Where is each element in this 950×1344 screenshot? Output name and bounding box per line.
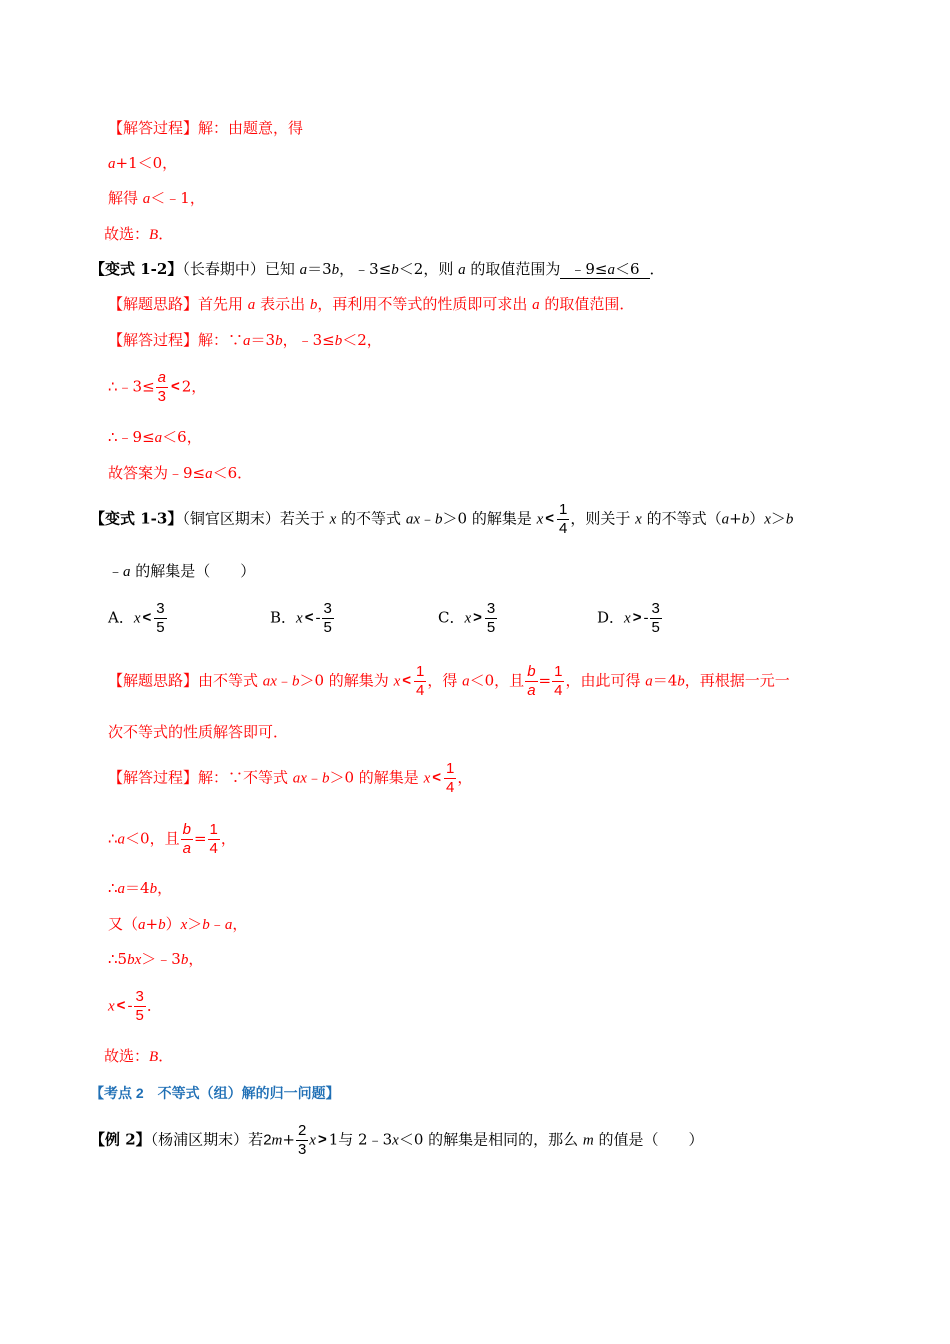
fraction-b-over-a: $\frac{b}{a}$: [527, 663, 536, 699]
solution-process: 【解答过程】解：∵不等式 ax﹣b＞0 的解集是 x < $\frac{1}{4}$ ，: [108, 760, 473, 796]
step-4: ∴5bx＞﹣3b，: [108, 950, 204, 968]
variant-tag: 【变式 1-3】: [90, 509, 183, 528]
solution-idea: 【解题思路】首先用 a 表示出 b，再利用不等式的性质即可求出 a 的取值范围．: [108, 295, 635, 313]
fraction-one-quarter: $\frac{1}{4}$: [416, 663, 425, 699]
option-d[interactable]: D．x > - $\frac{3}{5}$: [597, 600, 660, 636]
fraction: $\frac{3}{5}$: [651, 600, 660, 636]
process-tag: 【解答过程】: [108, 119, 199, 137]
process-line-2: a+1＜0，: [108, 154, 178, 172]
solution-idea: 【解题思路】由不等式 ax﹣b＞0 的解集为 x < $\frac{1}{4}$ ，得 a＜0，且 $\frac{b}{a}$ = $\frac{1}{4}$ ，由此可得 a＝4b，再根据一元一: [108, 663, 790, 699]
step-fraction: ∴﹣3≤ $\frac{a}{3}$ < 2，: [108, 369, 207, 405]
option-c[interactable]: C．x > $\frac{3}{5}$: [438, 600, 496, 636]
fraction-a-over-3: $\frac{a}{3}$: [157, 369, 166, 405]
fraction-two-thirds: $\frac{2}{3}$: [297, 1122, 307, 1158]
step-range: ∴﹣9≤a＜6，: [108, 428, 202, 446]
example-tag: 【例 2】: [90, 1130, 151, 1149]
variant-1-2-question: 【变式 1-2】（长春期中）已知 a＝3b，﹣3≤b＜2，则 a 的取值范围为 ﹣9≤a＜6 ．: [90, 260, 665, 278]
fraction: $\frac{3}{5}$: [486, 600, 496, 636]
fraction-one-quarter: $\frac{1}{4}$: [209, 821, 218, 857]
fraction-one-quarter: $\frac{1}{4}$: [554, 663, 563, 699]
variant-tag: 【变式 1-2】: [90, 260, 183, 278]
variant-1-3-question: 【变式 1-3】（铜官区期末）若关于 x 的不等式 ax﹣b＞0 的解集是 x < $\frac{1}{4}$ ，则关于 x 的不等式（a+b）x＞b: [90, 501, 794, 537]
fraction: $\frac{3}{5}$: [156, 600, 165, 636]
answer-line: 故选：B．: [104, 225, 174, 243]
example-2-question: 【例 2】（杨浦区期末）若2m+ $\frac{2}{3}$ x > 1与 2﹣3x＜0 的解集是相同的，那么 m 的值是（ ）: [90, 1122, 704, 1158]
fraction-one-quarter: $\frac{1}{4}$: [446, 760, 455, 796]
fraction: $\frac{3}{5}$: [323, 600, 332, 636]
section-heading: 【考点 2 不等式（组）解的归一问题】: [90, 1085, 340, 1101]
option-a[interactable]: A．x < $\frac{3}{5}$: [108, 600, 165, 636]
step-2: ∴a＝4b，: [108, 879, 173, 897]
step-1: ∴a＜0，且 $\frac{b}{a}$ = $\frac{1}{4}$ ，: [108, 821, 236, 857]
option-b[interactable]: B．x < - $\frac{3}{5}$: [270, 600, 332, 636]
fraction-three-fifths: $\frac{3}{5}$: [135, 988, 144, 1024]
step-3: 又（a+b）x＞b﹣a，: [108, 915, 248, 933]
process-line-1: 【解答过程】解：由题意，得: [108, 119, 304, 137]
fraction-one-quarter: $\frac{1}{4}$: [559, 501, 568, 537]
fraction-b-over-a: $\frac{b}{a}$: [182, 821, 191, 857]
answer-blank: ﹣9≤a＜6: [560, 262, 649, 279]
solution-idea-cont: 次不等式的性质解答即可．: [108, 723, 289, 741]
process-line-3: 解得 a＜﹣1，: [108, 189, 205, 207]
answer-line: 故选：B．: [104, 1047, 174, 1065]
final-answer: 故答案为﹣9≤a＜6．: [108, 464, 253, 482]
variant-1-3-question-cont: ﹣a 的解集是（ ）: [108, 562, 256, 580]
step-5: x < - $\frac{3}{5}$ ．: [108, 988, 162, 1024]
solution-process: 【解答过程】解：∵a＝3b，﹣3≤b＜2，: [108, 331, 382, 349]
